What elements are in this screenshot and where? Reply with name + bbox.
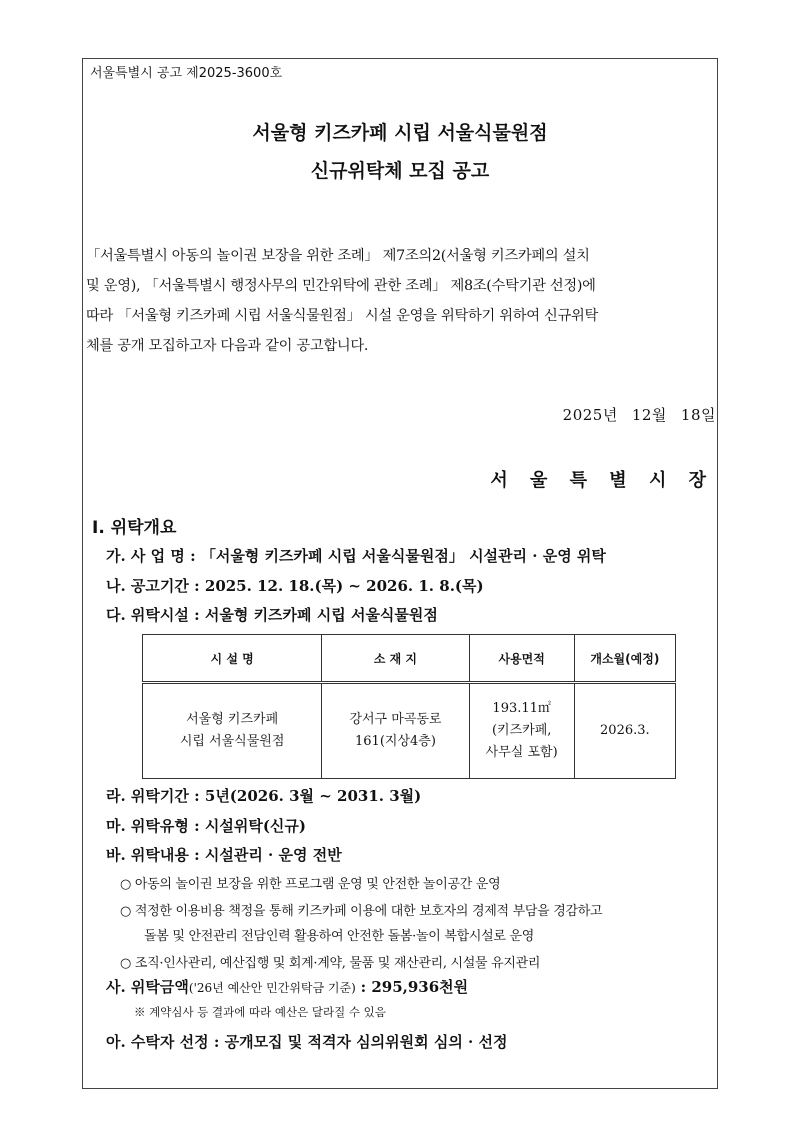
col-facility-name: 시 설 명 [143,635,322,683]
intro-line: 체를 공개 모집하고자 다음과 같이 공고합니다. [86,338,369,354]
amount-note: ※ 계약심사 등 결과에 따라 예산은 달라질 수 있음 [134,1005,386,1019]
cell-open-month: 2026.3. [574,683,675,779]
facility-table [142,634,676,779]
item-contract-type: 마. 위탁유형 : 시설위탁(신규) [106,817,307,835]
intro-line: 「서울특별시 아동의 놀이권 보장을 위한 조례」 제7조의2(서울형 키즈카페의 설치 [86,248,590,264]
intro-line: 및 운영), 「서울특별시 행정사무의 민간위탁에 관한 조례」 제8조(수탁기관 선정)에 [86,278,596,294]
issuer-signature: 서 울 특 별 시 장 [490,470,714,491]
amount-label: 사. 위탁금액 [106,978,189,996]
intro-paragraph [86,241,716,361]
cell-line: (키즈카페, [491,723,552,738]
col-open-month: 개소월(예정) [574,635,675,683]
notice-number: 서울특별시 공고 제2025-3600호 [90,66,283,81]
item-selection: 아. 수탁자 선정 : 공개모집 및 적격자 심의위원회 심의 · 선정 [106,1033,508,1051]
cell-line: 193.11㎡ [492,701,551,716]
col-area: 사용면적 [469,635,574,683]
cell-line: 강서구 마곡동로 [349,712,442,727]
document-subtitle: 신규위탁체 모집 공고 [310,160,490,182]
scope-bullet: ○ 조직·인사관리, 예산집행 및 회계·계약, 물품 및 재산관리, 시설물 유지관리 [120,956,541,971]
col-location: 소 재 지 [322,635,469,683]
section-heading: Ⅰ. 위탁개요 [92,518,177,538]
cell-line: 시립 서울식물원점 [179,734,285,749]
item-contract-amount [106,976,468,997]
scope-bullet-continuation: 돌봄 및 안전관리 전담인력 활용하여 안전한 돌봄·놀이 복합시설로 운영 [144,929,534,944]
announcement-date [563,404,716,425]
item-contract-period: 라. 위탁기간 : 5년(2026. 3월 ~ 2031. 3월) [106,787,422,805]
table-header-row [143,635,676,683]
intro-line: 따라 「서울형 키즈카페 시립 서울식물원점」 시설 운영을 위탁하기 위하여 신규위탁 [86,308,599,324]
cell-line: 사무실 포함) [485,745,558,760]
scope-bullet: ○ 적정한 이용비용 책정을 통해 키즈카페 이용에 대한 보호자의 경제적 부담을 경감하고 [120,904,603,919]
date-year: 2025년 [562,406,618,424]
scope-bullet: ○ 아동의 놀이권 보장을 위한 프로그램 운영 및 안전한 놀이공간 운영 [120,877,501,892]
cell-line: 161(지상4층) [355,734,436,749]
item-project-name: 가. 사 업 명 : 「서울형 키즈카페 시립 서울식물원점」 시설관리 · 운영 위탁 [106,547,606,565]
cell-facility-name [143,683,322,779]
table-row [143,683,676,779]
cell-location [322,683,469,779]
amount-basis: ('26년 예산안 민간위탁금 기준) [188,981,356,995]
item-notice-period: 나. 공고기간 : 2025. 12. 18.(목) ~ 2026. 1. 8.(목) [106,577,484,595]
cell-area [469,683,574,779]
item-facility: 다. 위탁시설 : 서울형 키즈카페 시립 서울식물원점 [106,606,438,624]
document-title: 서울형 키즈카페 시립 서울식물원점 [252,122,548,144]
date-day: 18일 [680,406,716,424]
cell-line: 서울형 키즈카페 [186,712,279,727]
item-contract-scope: 바. 위탁내용 : 시설관리 · 운영 전반 [106,846,342,864]
amount-value: : 295,936천원 [360,978,469,996]
date-month: 12월 [631,406,667,424]
